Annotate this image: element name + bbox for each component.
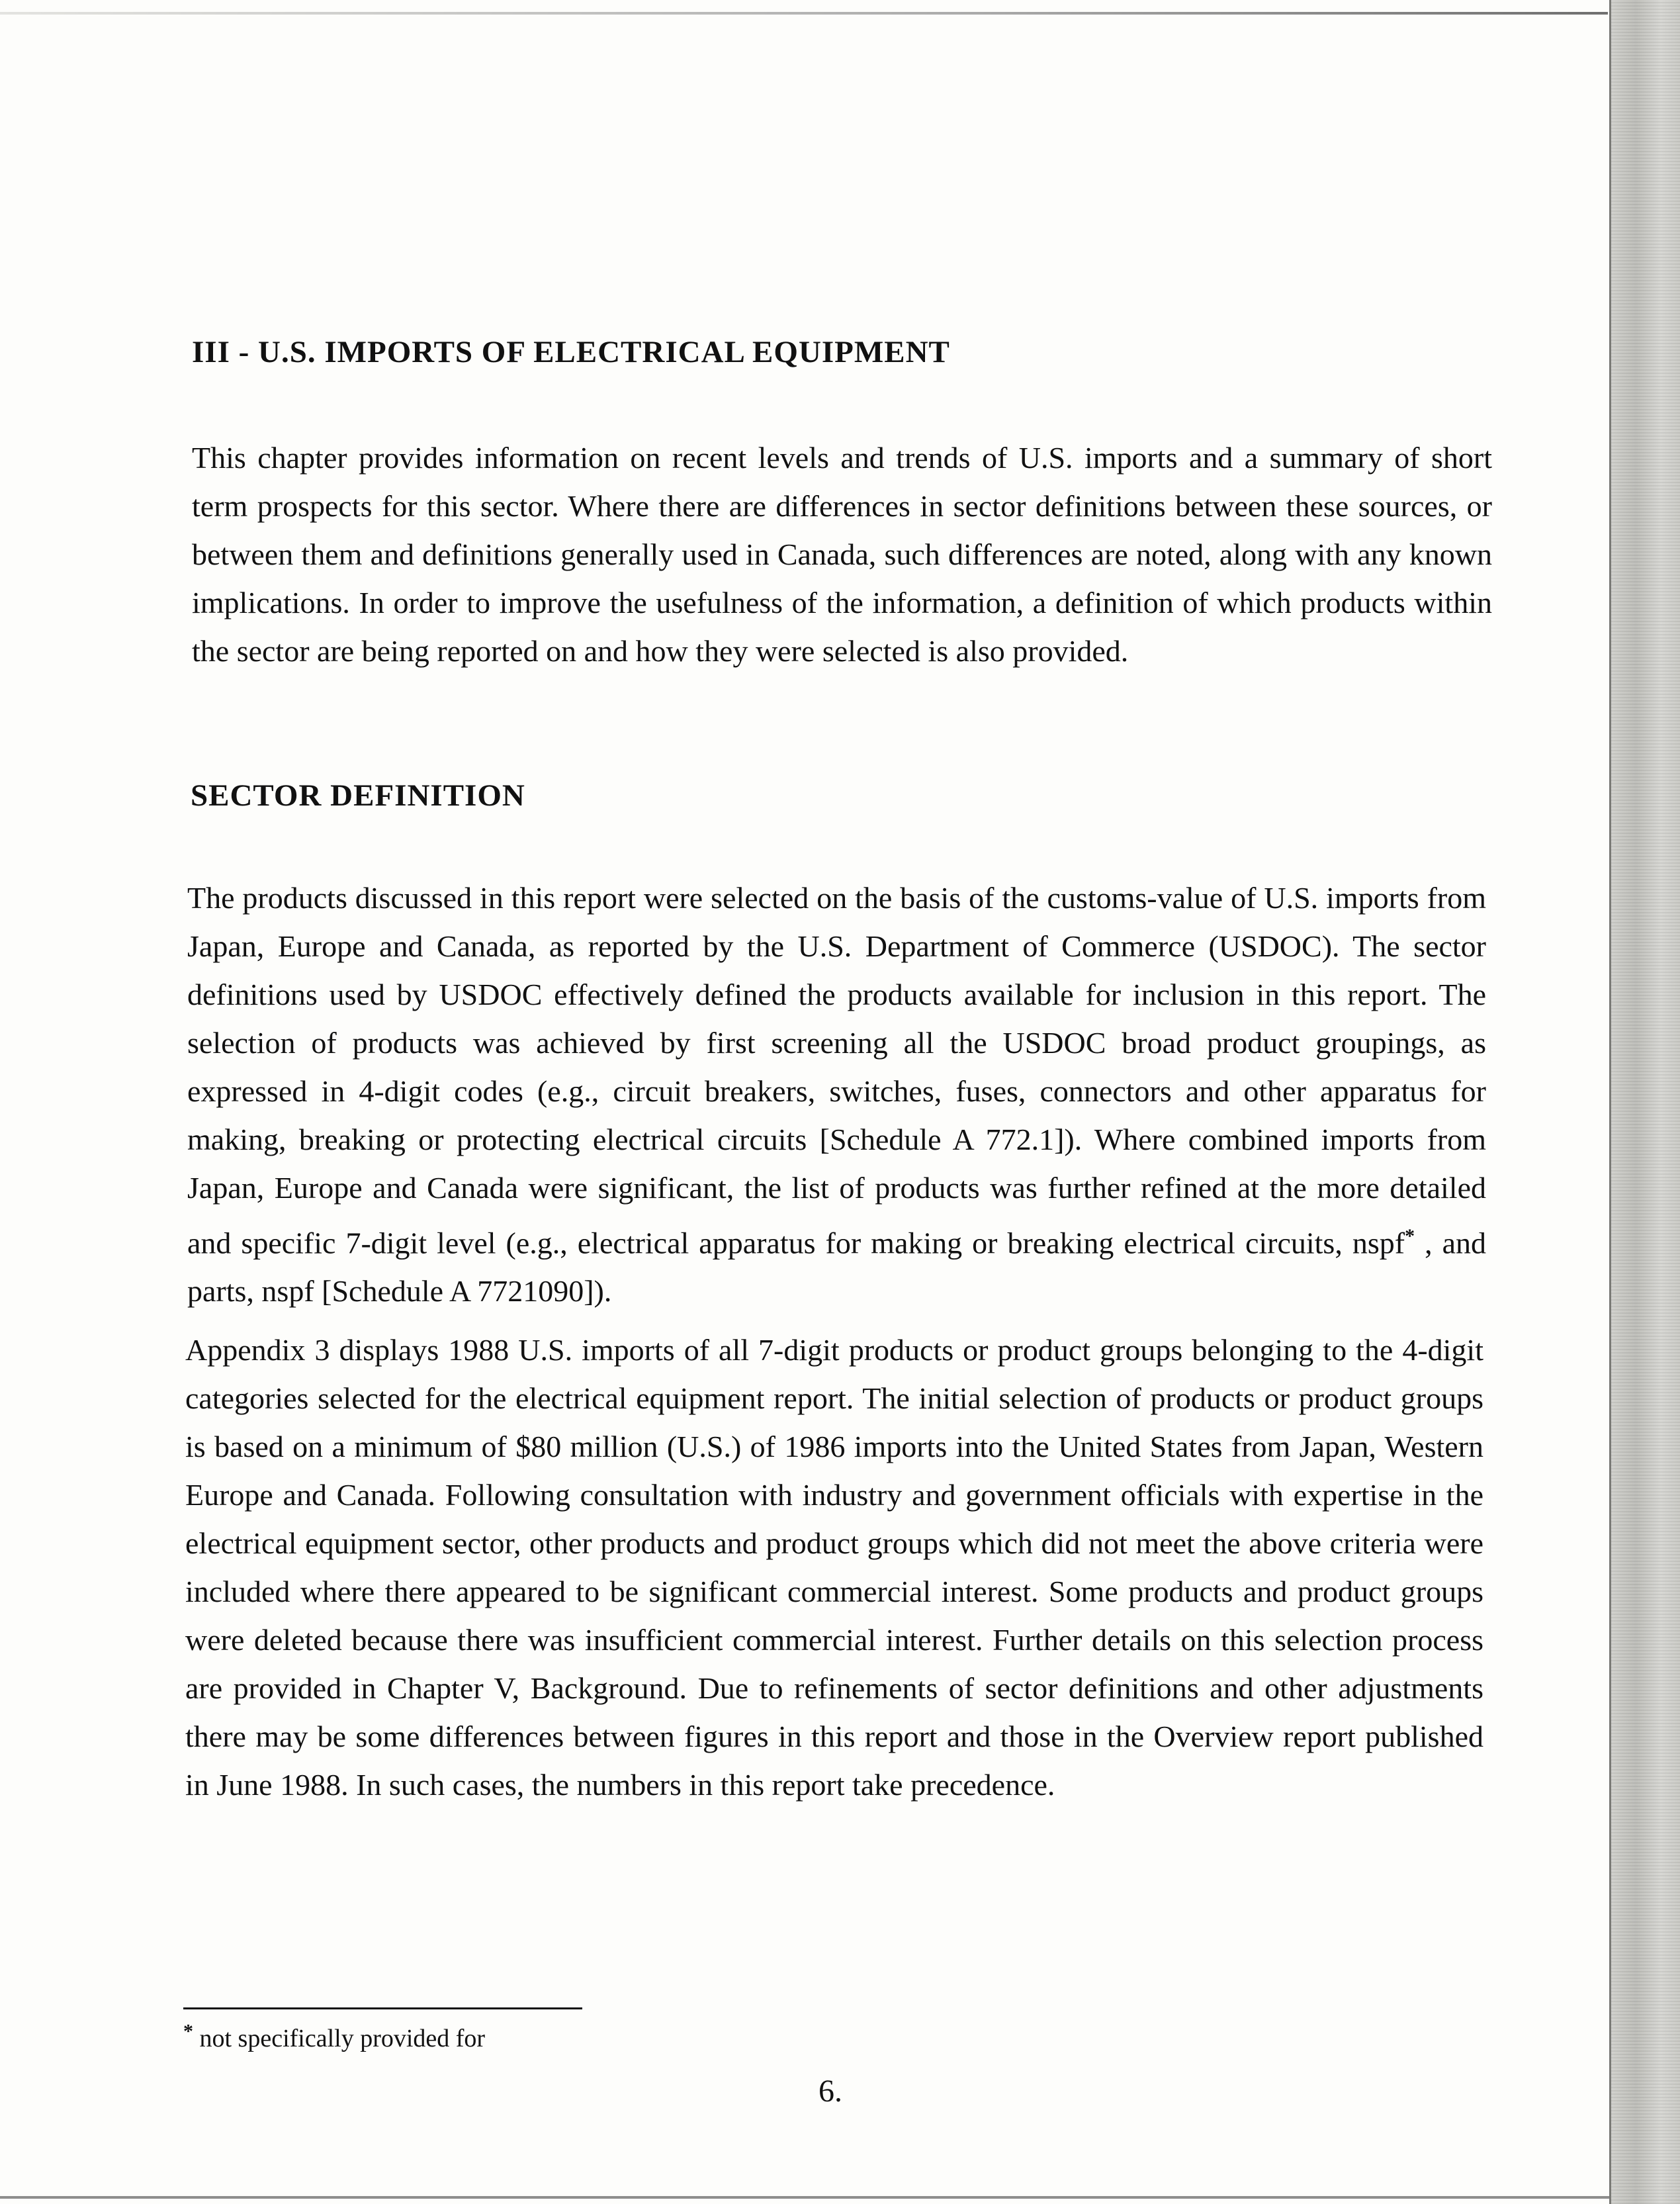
page-number: 6. — [818, 2074, 842, 2109]
chapter-title: III - U.S. IMPORTS OF ELECTRICAL EQUIPMENT — [192, 335, 950, 369]
footnote-text: not specifically provided for — [199, 2025, 486, 2052]
footnote — [183, 2020, 486, 2053]
footnote-mark: * — [183, 2020, 193, 2043]
footnote-divider — [183, 2007, 582, 2009]
appendix-paragraph: Appendix 3 displays 1988 U.S. imports of all 7-digit products or product groups belonging to the 4-digit categories selected for the electrical equipment report. The initial selection of products or product groups is based on a minimum of $80 million (U.S.) of 1986 imports into the United States from Japan, Western Europe and Canada. Following consultation with industry and government officials with expertise in the electrical equipment sector, other products and product groups which did not meet the above criteria were included where there appeared to be significant commercial interest. Some products and product groups were deleted because there was insufficient commercial interest. Further details on this selection process are provided in Chapter V, Background. Due to refinements of sector definitions and other adjustments there may be some differences between figures in this report and those in the Overview report published in June 1988. In such cases, the numbers in this report take precedence. — [185, 1333, 1483, 1802]
sector-paragraph-text-end: , and parts, nspf [Schedule A 7721090]). — [187, 1226, 1486, 1309]
footnote-reference-mark: * — [1405, 1225, 1415, 1247]
scan-top-edge — [0, 12, 1608, 15]
sector-definition-paragraph — [187, 874, 1486, 1315]
section-title: SECTOR DEFINITION — [191, 778, 525, 813]
scan-bottom-edge — [0, 2196, 1609, 2199]
scan-binding-strip — [1609, 0, 1680, 2204]
intro-paragraph: This chapter provides information on recent levels and trends of U.S. imports and a summary of short term prospects for this sector. Where there are differences in sector definitions between these sources, or between them and definitions generally used in Canada, such differences are noted, along with any known implications. In order to improve the usefulness of the information, a definition of which products within the sector are being reported on and how they were selected is also provided. — [192, 441, 1492, 668]
sector-paragraph-text: The products discussed in this report were selected on the basis of the customs-value of U.S. imports from Japan, Europe and Canada, as reported by the U.S. Department of Commerce (USDOC). The sector definitions used by USDOC effectively defined the products available for inclusion in this report. The selection of products was achieved by first screening all the USDOC broad product groupings, as expressed in 4-digit codes (e.g., circuit breakers, switches, fuses, connectors and other apparatus for making, breaking or protecting electrical circuits [Schedule A 772.1]). Where combined imports from Japan, Europe and Canada were significant, the list of products was further refined at the more detailed and specific 7-digit level (e.g., electrical apparatus for making or breaking electrical circuits, nspf — [187, 881, 1486, 1260]
